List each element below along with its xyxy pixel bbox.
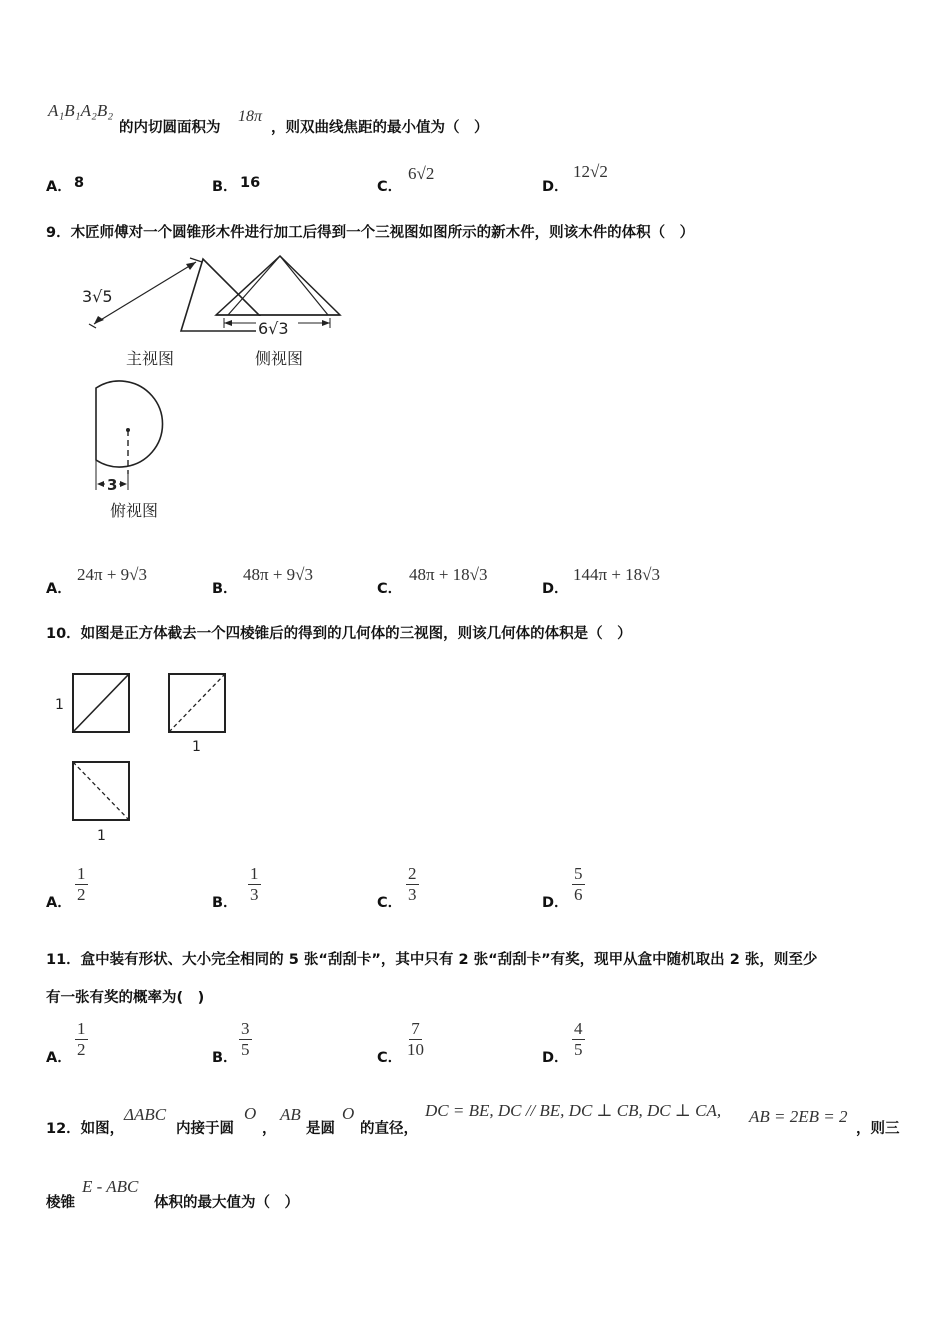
q12-math-triangle: ΔABC [124, 1105, 167, 1124]
q9-option-c-value: 48π + 18√3 [409, 565, 488, 584]
q12-text-5: 的直径， [360, 1121, 418, 1137]
q12-text-6: ，则三 [856, 1121, 900, 1137]
q10-option-d-fraction [572, 864, 585, 904]
q9-option-c-label: C． [377, 581, 403, 597]
q9-option-a-value: 24π + 9√3 [77, 565, 148, 584]
q12-math-conditions: DC = BE, DC // BE, DC ⊥ CB, DC ⊥ CA, [425, 1101, 722, 1120]
q12-text-7: 棱锥 [46, 1195, 75, 1211]
q9-side-caption: 侧视图 [255, 349, 304, 368]
q10-option-a-label: A． [46, 895, 72, 911]
q12-text-4: 是圆 [306, 1121, 335, 1137]
q8-option-c-value: 6√2 [408, 164, 435, 183]
numerator: 1 [77, 1019, 86, 1038]
q10-top-view [73, 762, 129, 820]
q8-option-d-label: D． [542, 179, 569, 195]
q9-option-d-label: D． [542, 581, 569, 597]
numerator: 3 [241, 1019, 250, 1038]
numerator: 2 [408, 864, 417, 883]
denominator: 5 [574, 1039, 583, 1059]
numerator: 1 [250, 864, 259, 883]
q11-option-b-fraction [239, 1019, 252, 1059]
q9-top-caption: 俯视图 [110, 501, 159, 520]
q10-option-b-fraction [248, 864, 261, 904]
denominator: 3 [250, 884, 259, 904]
q8-option-b-value: 16 [240, 175, 261, 191]
denominator: 2 [77, 1039, 86, 1059]
q11-option-b-label: B． [212, 1050, 238, 1066]
q10-dim-mid: 1 [192, 739, 201, 755]
q11-option-c-fraction [405, 1019, 426, 1059]
q9-stem: 9．木匠师傅对一个圆锥形木件进行加工后得到一个三视图如图所示的新木件，则该木件的体积（ ） [46, 225, 695, 241]
denominator: 3 [408, 884, 417, 904]
q10-option-a-fraction [75, 864, 88, 904]
q11-option-d-label: D． [542, 1050, 569, 1066]
denominator: 5 [241, 1039, 250, 1059]
numerator: 5 [574, 864, 583, 883]
numerator: 4 [574, 1019, 583, 1038]
q8-text-2: ，则双曲线焦距的最小值为（ ） [271, 120, 489, 136]
q11-option-d-fraction [572, 1019, 585, 1059]
top-view-dim-label: 3 [107, 476, 118, 494]
q9-option-d-value: 144π + 18√3 [573, 565, 661, 584]
q8-option-a-value: 8 [74, 175, 85, 191]
top-view-circle-cut [96, 381, 163, 490]
q12-math-pyramid: E - ABC [82, 1177, 139, 1196]
q10-three-views [50, 668, 240, 844]
q8-option-b-label: B． [212, 179, 238, 195]
q10-stem: 10．如图是正方体截去一个四棱锥后的得到的几何体的三视图，则该几何体的体积是（ ） [46, 626, 632, 642]
side-view-dim-label: 6√3 [258, 319, 289, 338]
q10-side-view [169, 674, 225, 732]
q9-option-a-label: A． [46, 581, 72, 597]
q9-front-caption: 主视图 [126, 349, 175, 368]
q11-option-c-label: C． [377, 1050, 403, 1066]
q8-math-prefix: A₁B₁A₂B₂ [48, 101, 114, 120]
q8-option-d-value: 12√2 [573, 162, 608, 181]
q12-text-8: 体积的最大值为（ ） [154, 1195, 299, 1211]
q12-text-2: 内接于圆 [176, 1121, 234, 1137]
numerator: 7 [411, 1019, 420, 1038]
q9-top-view [90, 374, 190, 496]
q12-math-lengths: AB = 2EB = 2 [749, 1107, 848, 1126]
denominator: 6 [574, 884, 583, 904]
q11-option-a-fraction [75, 1019, 88, 1059]
q11-stem-line-1: 11．盒中装有形状、大小完全相同的 5 张“刮刮卡”，其中只有 2 张“刮刮卡”有奖，现甲从盒中随机取出 2 张，则至少 [46, 952, 818, 968]
q12-math-o-2: O [342, 1104, 355, 1123]
denominator: 2 [77, 884, 86, 904]
q10-option-c-fraction [406, 864, 419, 904]
q9-option-b-value: 48π + 9√3 [243, 565, 314, 584]
q8-option-c-label: C． [377, 179, 403, 195]
front-view-triangle [89, 258, 275, 331]
q10-front-view [73, 674, 129, 732]
q12-text-3: ， [262, 1121, 277, 1137]
q12-math-o-1: O [244, 1104, 257, 1123]
q8-text-1: 的内切圆面积为 [119, 120, 221, 136]
q11-stem-line-2: 有一张有奖的概率为( ) [46, 990, 205, 1006]
q10-dim-left: 1 [55, 697, 64, 713]
q9-option-b-label: B． [212, 581, 238, 597]
q10-option-d-label: D． [542, 895, 569, 911]
q10-option-c-label: C． [377, 895, 403, 911]
front-view-dim-label: 3√5 [82, 287, 113, 306]
q9-three-view-top-row [78, 252, 348, 374]
q12-math-ab: AB [280, 1105, 301, 1124]
q8-math-area: 18π [238, 108, 263, 125]
q12-text-1: 12．如图， [46, 1121, 125, 1137]
denominator: 10 [407, 1039, 424, 1059]
q10-option-b-label: B． [212, 895, 238, 911]
q10-dim-bottom: 1 [97, 828, 106, 844]
q11-option-a-label: A． [46, 1050, 72, 1066]
numerator: 1 [77, 864, 86, 883]
q8-option-a-label: A． [46, 179, 72, 195]
